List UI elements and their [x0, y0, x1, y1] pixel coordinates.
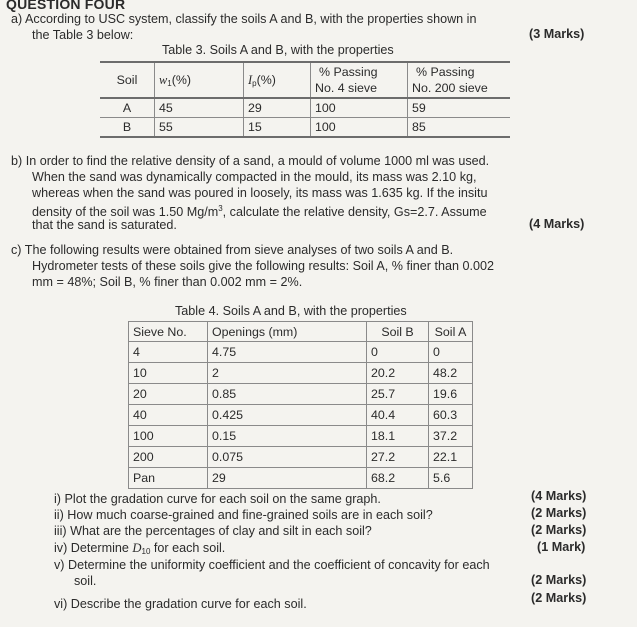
- table3-header-w1: [155, 62, 244, 98]
- table3-row: [100, 118, 510, 138]
- table3-header-no4: [311, 62, 408, 98]
- d10-symbol: D: [132, 541, 142, 555]
- table4-cell: 37.2: [429, 426, 473, 447]
- table3-cell: 100: [311, 118, 408, 138]
- task-ii-marks: (2 Marks): [531, 506, 587, 520]
- table4-cell: 0: [367, 342, 429, 363]
- table4-cell: 0: [429, 342, 473, 363]
- part-c-line2: Hydrometer tests of these soils give the following results: Soil A, % finer than 0.002: [32, 259, 495, 273]
- table3-header-no200: [408, 62, 511, 98]
- part-b-line1: b) In order to find the relative density of a sand, a mould of volume 1000 ml was used.: [11, 154, 490, 168]
- table4-row: [129, 426, 473, 447]
- part-b-line2: When the sand was dynamically compacted in the mould, its mass was 2.10 kg,: [32, 170, 477, 184]
- table3-header-ip: [244, 62, 311, 98]
- table4-cell: 4.75: [208, 342, 367, 363]
- table4-header-row: [129, 322, 473, 342]
- table4-cell: 0.075: [208, 447, 367, 468]
- task-iii: iii) What are the percentages of clay and silt in each soil?: [54, 524, 372, 538]
- task-v-line1: v) Determine the uniformity coefficient and the coefficient of concavity for each: [54, 558, 490, 572]
- task-i-marks: (4 Marks): [531, 489, 587, 503]
- part-c-line1: c) The following results were obtained from sieve analyses of two soils A and B.: [11, 243, 454, 257]
- table3-cell: 85: [408, 118, 511, 138]
- no4-line2: No. 4 sieve: [315, 81, 377, 95]
- part-b-line4-a: density of the soil was 1.50 Mg/m: [32, 205, 219, 219]
- table4-cell: 40.4: [367, 405, 429, 426]
- table3-cell: B: [100, 118, 155, 138]
- table3-cell: 59: [408, 98, 511, 118]
- table4-row: [129, 468, 473, 489]
- task-vi: vi) Describe the gradation curve for each soil.: [54, 597, 307, 611]
- w1-subscript: 1: [167, 78, 172, 88]
- table4-cell: 20: [129, 384, 208, 405]
- table4-cell: 10: [129, 363, 208, 384]
- table4-header-soil-a: Soil A: [429, 322, 473, 342]
- table4-cell: 19.6: [429, 384, 473, 405]
- table4-cell: 60.3: [429, 405, 473, 426]
- no200-line2: No. 200 sieve: [412, 81, 488, 95]
- question-title: QUESTION FOUR: [6, 0, 126, 12]
- part-a-marks: (3 Marks): [529, 27, 585, 41]
- no4-line1: % Passing: [319, 65, 378, 79]
- table3-header-soil: Soil: [100, 62, 155, 98]
- table3-header-row: [100, 62, 510, 98]
- part-b-marks: (4 Marks): [529, 217, 585, 231]
- w1-symbol: w: [159, 72, 168, 87]
- task-i: i) Plot the gradation curve for each soil on the same graph.: [54, 492, 381, 506]
- table4-row: [129, 342, 473, 363]
- table3-cell: 55: [155, 118, 244, 138]
- part-b-line4-b: , calculate the relative density, Gs=2.7. Assume: [222, 205, 487, 219]
- part-b-line5: that the sand is saturated.: [32, 218, 177, 232]
- table4-row: [129, 447, 473, 468]
- table3-cell: 45: [155, 98, 244, 118]
- table4-cell: 40: [129, 405, 208, 426]
- table3-cell: 15: [244, 118, 311, 138]
- table4-cell: 68.2: [367, 468, 429, 489]
- ip-unit: (%): [256, 72, 276, 87]
- ip-symbol: I: [248, 72, 253, 87]
- table4-header-soil-b: Soil B: [367, 322, 429, 342]
- table3-caption: Table 3. Soils A and B, with the properties: [162, 43, 394, 57]
- table4-cell: 22.1: [429, 447, 473, 468]
- part-a-line2: the Table 3 below:: [32, 28, 134, 42]
- d10-subscript: 10: [141, 547, 151, 556]
- table4-cell: 5.6: [429, 468, 473, 489]
- table4-cell: 0.425: [208, 405, 367, 426]
- part-b-line3: whereas when the sand was poured in loosely, its mass was 1.635 kg. If the insitu: [32, 186, 488, 200]
- table4-cell: 29: [208, 468, 367, 489]
- task-iv-a: iv) Determine: [54, 541, 133, 555]
- table4-header-sieve: Sieve No.: [129, 322, 208, 342]
- table4: [128, 321, 473, 489]
- table3-cell: 100: [311, 98, 408, 118]
- table4-row: [129, 384, 473, 405]
- ip-subscript: p: [252, 78, 257, 88]
- no200-line1: % Passing: [416, 65, 475, 79]
- table4-row: [129, 405, 473, 426]
- table4-cell: 18.1: [367, 426, 429, 447]
- task-v-line2: soil.: [74, 574, 97, 588]
- table3: [100, 61, 510, 138]
- w1-unit: (%): [171, 72, 191, 87]
- table4-cell: Pan: [129, 468, 208, 489]
- task-vi-marks: (2 Marks): [531, 591, 587, 605]
- table4-cell: 100: [129, 426, 208, 447]
- task-iv-marks: (1 Mark): [537, 540, 586, 554]
- table4-caption: Table 4. Soils A and B, with the properties: [175, 304, 407, 318]
- task-ii: ii) How much coarse-grained and fine-grained soils are in each soil?: [54, 508, 433, 522]
- table3-cell: 29: [244, 98, 311, 118]
- table4-cell: 20.2: [367, 363, 429, 384]
- table4-cell: 4: [129, 342, 208, 363]
- table4-cell: 0.85: [208, 384, 367, 405]
- part-b-line4-sup: 3: [218, 204, 223, 213]
- part-a-line1: a) According to USC system, classify the soils A and B, with the properties shown in: [11, 12, 477, 26]
- table4-cell: 200: [129, 447, 208, 468]
- table4-cell: 27.2: [367, 447, 429, 468]
- task-iv-b: for each soil.: [150, 541, 226, 555]
- table4-cell: 25.7: [367, 384, 429, 405]
- task-iii-marks: (2 Marks): [531, 523, 587, 537]
- table4-cell: 48.2: [429, 363, 473, 384]
- table4-header-openings: Openings (mm): [208, 322, 367, 342]
- task-v-marks: (2 Marks): [531, 573, 587, 587]
- table4-row: [129, 363, 473, 384]
- table3-cell: A: [100, 98, 155, 118]
- table4-cell: 2: [208, 363, 367, 384]
- part-c-line3: mm = 48%; Soil B, % finer than 0.002 mm = 2%.: [32, 275, 303, 289]
- table4-cell: 0.15: [208, 426, 367, 447]
- table3-row: [100, 98, 510, 118]
